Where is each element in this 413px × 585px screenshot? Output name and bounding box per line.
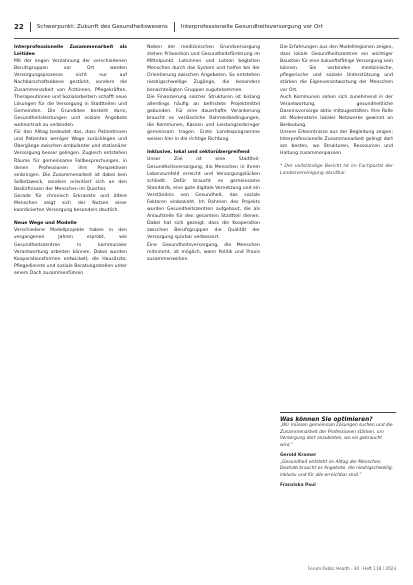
box-heading: Was können Sie optimieren? (280, 417, 373, 423)
header-divider (174, 22, 175, 32)
section-title: Schwerpunkt: Zukunft des Gesundheitswesens (36, 24, 168, 30)
quote-text: „Wir müssen gemeinsam Lösungen suchen und die Zusammenarbeit der Professionen stärken, um Versorgung dort anzubieten, wo sie gebraucht wird.“ (280, 423, 393, 449)
paragraph: Gerade für chronisch Erkrankte und ältere Menschen zeigt sich der Nutzen einer koordinierten Versorgung besonders deutlich. (14, 193, 127, 214)
paragraph: Verschiedene Modellprojekte haben in den vergangenen Jahren erprobt, wie Gesundheitszentren in kommunaler Verantwortung arbeiten können. Dabei wurden Kooperationsformen entwickelt, die Hausärzte, Pflegedienste und soziale Beratungsstellen unter einem Dach zusammenführen. (14, 228, 127, 276)
header-divider (30, 22, 31, 32)
header-rule (14, 38, 399, 39)
paragraph: Neben der medizinischen Grundversorgung stehen Prävention und Gesundheitsförderung im Mittelpunkt. Lotsinnen und Lotsen begleiten Menschen durch das System und helfen bei der Orientierung zwischen Angeboten. So entstehen niedrigschwellige Zugänge, die besonders benachteiligten Gruppen zugutekommen. (147, 45, 260, 93)
paragraph: Eine Gesundheitsversorgung, die Menschen mitnimmt, ist möglich, wenn Politik und Praxis zusammenwirken. (147, 242, 260, 262)
page-header (14, 22, 399, 32)
page-number: 22 (14, 23, 24, 31)
topic-title: Interprofessionelle Gesundheitsversorgung vor Ort (180, 24, 323, 30)
column-middle (147, 44, 260, 263)
paragraph: Mit der engen Verzahnung der verschiedenen Berufsgruppen vor Ort werden Versorgungsprozesse nicht nur auf Nachbarschaftsebene gestärkt, sondern die Zusammenarbeit von Ärztinnen, Pflegekräften, Therapeutinnen und Sozialarbeitern schafft neue Lösungen für die Versorgung in Stadtteilen und Gemeinden. Die Grundidee besteht darin, Gesundheitsleistungen und soziale Angebote wohnortnah zu verbinden. (14, 59, 127, 129)
quote-author: Gerold Kramer (280, 452, 317, 458)
quote-box (280, 410, 396, 489)
paragraph: Die Finanzierung solcher Strukturen ist bislang allerdings häufig an befristete Projektmittel gebunden. Für eine dauerhafte Verankerung braucht es verlässliche Rahmenbedingungen, die Kommunen, Kassen und Leistungserbringer gemeinsam tragen. Erste Landesprogramme weisen hier in die richtige Richtung. (147, 94, 260, 143)
page-footer: Forum Public Health · 30 · Heft 118 / 2023 (307, 566, 396, 571)
column-left (14, 44, 127, 277)
subheading: Inklusive, lokal und sektorübergreifend (147, 150, 250, 156)
paragraph: Die Erfahrungen aus den Modellregionen zeigen, dass lokale Gesundheitszentren ein wichtiger Baustein für eine zukunftsfähige Versorgung sein können. Sie verbinden medizinische, pflegerische und soziale Unterstützung und stärken die Eigenverantwortung der Menschen vor Ort. (280, 45, 393, 93)
paragraph: Für den Alltag bedeutet das, dass Patientinnen und Patienten weniger Wege zurücklegen und Übergänge zwischen ambulanter und stationärer Versorgung besser gelingen. Zugleich entstehen Räume für gemeinsame Fallbesprechungen, in denen Professionen ihre Perspektiven einbringen. Die Zusammenarbeit ist dabei kein Selbstzweck, sondern orientiert sich an den Bedürfnissen der Menschen im Quartier. (14, 130, 127, 192)
quote-text: „Gesundheit entsteht im Alltag der Menschen. Deshalb braucht es Angebote, die niedrigschwellig, inklusiv und für alle erreichbar sind.“ (280, 459, 393, 478)
paragraph: Unsere Erkenntnisse aus der Begleitung zeigen: Interprofessionelle Zusammenarbeit gelingt dort am besten, wo Strukturen, Ressourcen und Haltung zusammenpassen. (280, 130, 393, 157)
quote-author: Franziska Paul (280, 482, 316, 488)
column-right (280, 44, 393, 177)
box-rule (280, 412, 396, 413)
subheading: Neue Wege und Modelle (14, 221, 77, 227)
paragraph: Auch Kommunen sehen sich zunehmend in der Verantwortung, gesundheitliche Daseinsvorsorge aktiv mitzugestalten. Ihre Rolle als Moderatorin lokaler Netzwerke gewinnt an Bedeutung. (280, 94, 393, 129)
footnote: * Der vollständige Bericht ist im Fachportal der Landesvereinigung abrufbar. (280, 163, 393, 176)
paragraph: Unser Ziel ist eine Stadtteil-Gesundheitsversorgung, die Menschen in ihrem Lebensumfeld erreicht und Versorgungslücken schließt. Dafür braucht es gemeinsame Standards, eine gute digitale Vernetzung und ein Verständnis von Gesundheit, das soziale Faktoren einbezieht. Im Rahmen des Projekts wurden Gesundheitszentren aufgebaut, die als Anlaufstelle für den gesamten Stadtteil dienen. Dabei hat sich gezeigt, dass die Kooperation zwischen Berufsgruppen die Qualität der Versorgung spürbar verbessert. (147, 157, 260, 241)
intro-heading: Interprofessionelle Zusammenarbeit als Leitidee (14, 45, 127, 58)
